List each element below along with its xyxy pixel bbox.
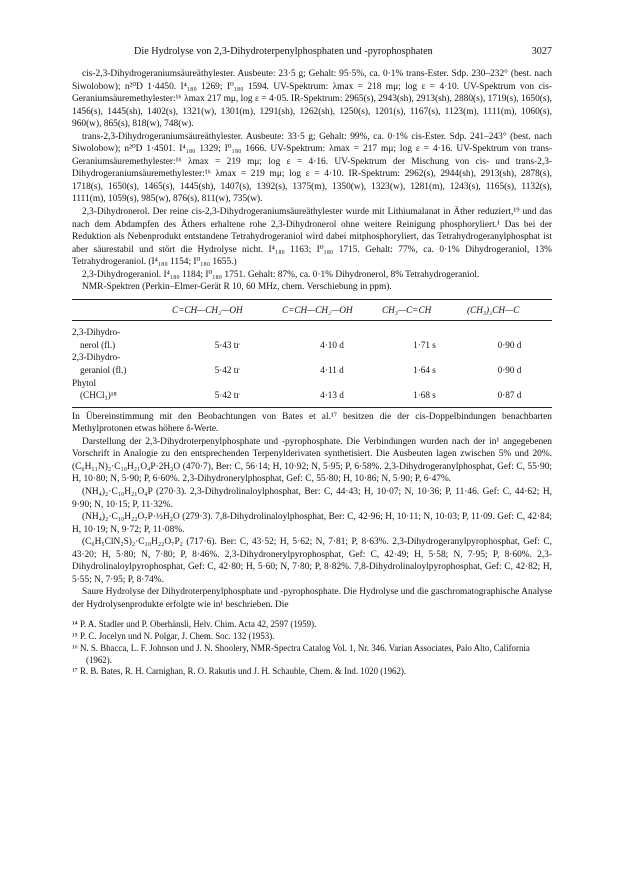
row-label xyxy=(72,321,172,352)
nmr-header-blank xyxy=(72,299,172,321)
cell-value: 1·71 s xyxy=(413,339,436,350)
table-cell xyxy=(382,377,467,408)
footnote-16: ¹⁶ N. S. Bhacca, L. F. Johnson und J. N. Shoolery, NMR-Spectra Catalog Vol. 1, Nr. 346. Varian Associates, Palo Alto, California (1962). xyxy=(72,642,530,665)
cell-value: 5·42 tr xyxy=(214,365,240,376)
row-label-line1: 2,3-Dihydro- xyxy=(72,352,121,363)
running-title: Die Hydrolyse von 2,3-Dihydroterpenylphosphaten und -pyrophosphaten xyxy=(134,46,433,57)
row-label xyxy=(72,377,172,408)
table-cell xyxy=(382,321,467,352)
nmr-table-header xyxy=(72,299,552,321)
row-label xyxy=(72,351,172,376)
paragraph-analysis-78-linaloyl: (NH₄)₂·C₁₀H₂₂O₇P·½H₂O (279·3). 7,8-Dihydrolinaloylphosphat, Ber: C, 42·96; H, 10·11; N, 10·03; P, 11·09. Gef: C, 42·84; H, 10·19; N, 9·72; P, 11·08%. xyxy=(72,512,552,535)
table-cell xyxy=(172,351,282,376)
paragraph-cis-ester: cis-2,3-Dihydrogeraniumsäureäthylester. Ausbeute: 23·5 g; Gehalt: 95·5%, ca. 0·1% trans-Ester. Sdp. 230–232° (best. nach Siwolobow); n²⁰D 1·4450. I⁴₁₈₀ 1269; I⁰₁₈₀ 1594. UV-Spektrum: λmax = 218 mμ; log ε = 4·10. UV-Spektrum von cis-Geraniumsäuremethylester:¹⁶ λmax 217 mμ, log ε = 4·05. IR-Spektrum: 2965(s), 2943(sh), 2913(sh), 2880(s), 1719(s), 1650(s), 1456(s), 1445(sh), 1402(s), 1321(w), 1301(m), 1291(sh), 1262(sh), 1250(s), 1201(s), 1167(s), 1123(m), 1111(m), 1060(s), 960(w), 865(s), 818(w), 748(w). xyxy=(72,69,552,130)
row-label-line1: 2,3-Dihydro- xyxy=(72,327,121,338)
footnote-17: ¹⁷ R. B. Bates, R. H. Carnighan, R. O. Rakutis und J. H. Schauble, Chem. & Ind. 1020 (1962). xyxy=(72,666,407,677)
table-cell xyxy=(282,351,382,376)
table-cell xyxy=(467,321,552,352)
paragraph-analysis-pyrophosphates: (C₆H₅ClN₂S)₂·C₁₀H₂₂O₇P₂ (717·6). Ber: C, 43·52; H, 5·62; N, 7·81; P, 8·63%. 2,3-Dihydrogeranylpyrophosphat, Gef: C, 43·20; H, 5·80; N, 7·80; P, 8·46%. 2,3-Dihydronerylpyrophosphat, Gef: C, 42·49; H, 5·58; N, 7·95; P, 8·60%. 2,3-Dihydrolinaloylpyrophosphat, Gef: C, 42·80; H, 5·60; N, 7·80; P, 8·82%. 7,8-Dihydrolinaloylpyrophosphat, Gef: C, 42·82; H, 5·55; N, 7·95; P, 8·74%. xyxy=(72,537,552,585)
article-body xyxy=(72,68,552,678)
paragraph-trans-ester: trans-2,3-Dihydrogeraniumsäureäthylester. Ausbeute: 33·5 g; Gehalt: 99%, ca. 0·1% cis-Ester. Sdp. 241–243° (best. nach Siwolobow); n²⁰D 1·4501. I⁴₁₈₀ 1329; I⁰₁₈₀ 1666. UV-Spektrum: λmax = 217 mμ; log ε = 4·16. UV-Spektrum von trans-Geraniumsäuremethylester:¹⁶ λmax = 219 mμ; log ε = 4·16. UV-Spektrum der Mischung von cis- und trans-2,3-Dihydrogeraniumsäuremethylester:¹⁶ λmax = 219 mμ; log ε = 4·10. IR-Spektrum: 2962(s), 2944(sh), 2913(sh), 2878(s), 1718(s), 1650(s), 1465(s), 1445(sh), 1407(s), 1392(s), 1375(m), 1350(w), 1323(w), 1281(m), 1243(s), 1165(s), 1132(s), 1111(m), 1059(s), 985(w), 876(s), 811(w), 735(w). xyxy=(72,131,552,205)
table-row xyxy=(72,351,552,376)
cell-value: 1·68 s xyxy=(413,390,436,401)
cell-value: 0·87 d xyxy=(497,390,522,401)
cell-value: 4·13 d xyxy=(320,390,344,401)
nmr-header-col1: C=CH—CH₂—OH xyxy=(172,299,282,321)
paragraph-preparation: Darstellung der 2,3-Dihydroterpenylphosphate und -pyrophosphate. Die Verbindungen wurden nach der in¹ angegebenen Vorschrift in Analogie zu den entsprechenden Terpenylderivaten synthetisiert. Die Ausbeuten lagen zwischen 5% und 20%. (C₆H₁₁N)₂·C₁₀H₂₁O₄P·2H₂O (470·7), Ber: C, 56·14; H, 10·92; N, 5·95; P, 6·58%. 2,3-Dihydrogeranylphosphat, Gef: C, 55·90; H, 10·80; N, 5·90; P, 6·60%. 2,3-Dihydronerylphosphat, Gef: C, 55·80; H, 10·86; N, 5·90; P, 6·47%. xyxy=(72,436,552,485)
paragraph-dihydrogeraniol: 2,3-Dihydrogeraniol. I⁴₁₈₀ 1184; I⁰₁₈₀ 1751. Gehalt: 87%, ca. 0·1% Dihydronerol, 8% Tetrahydrogeraniol. xyxy=(82,269,480,280)
row-label-line2: geraniol (fl.) xyxy=(80,365,127,376)
table-cell xyxy=(467,351,552,376)
cell-value: 0·90 d xyxy=(497,365,522,376)
table-cell xyxy=(172,321,282,352)
paragraph-acid-hydrolysis: Saure Hydrolyse der Dihydroterpenylphosphate und -pyrophosphate. Die Hydrolyse und die gaschromatographische Analyse der Hydrolysenprodukte erfolgte wie in¹ beschrieben. Die xyxy=(72,587,552,610)
paragraph-bates-note: In Übereinstimmung mit den Beobachtungen von Bates et al.¹⁷ besitzen die der cis-Doppelbindungen benachbarten Methylprotonen etwas höhere δ-Werte. xyxy=(72,411,552,435)
nmr-header-col2: C=CH—CH₂—OH xyxy=(282,299,382,321)
cell-value: 0·90 d xyxy=(497,339,522,350)
page-number: 3027 xyxy=(531,46,552,57)
row-label-line1: Phytol xyxy=(72,377,96,388)
cell-value: 1·64 s xyxy=(413,365,436,376)
table-row xyxy=(72,321,552,352)
cell-value: 5·43 tr xyxy=(214,339,240,350)
cell-value: 4·10 d xyxy=(320,339,344,350)
row-label-line2: (CHCl₃)¹⁸ xyxy=(80,390,117,401)
footnotes xyxy=(72,619,552,678)
nmr-table xyxy=(72,299,552,408)
footnote-15: ¹⁵ P. C. Jocelyn und N. Polgar, J. Chem. Soc. 132 (1953). xyxy=(72,631,275,642)
paragraph-analysis-linaloyl: (NH₄)₂·C₁₀H₂₁O₄P (270·3). 2,3-Dihydrolinaloylphosphat, Ber: C, 44·43; H, 10·07; N, 10·36; P, 11·46. Gef: C, 44·62; H, 9·90; N, 10·15; P, 11·32%. xyxy=(72,486,552,510)
table-cell xyxy=(172,377,282,408)
row-label-line2: nerol (fl.) xyxy=(80,339,116,350)
paragraph-nmr-intro: NMR-Spektren (Perkin–Elmer-Gerät R 10, 60 MHz, chem. Verschiebung in ppm). xyxy=(82,282,392,293)
page-header xyxy=(72,46,552,60)
table-cell xyxy=(467,377,552,408)
paragraph-dihydronerol: 2,3-Dihydronerol. Der reine cis-2,3-Dihydrogeraniumsäureäthylester wurde mit Lithiumalanat in Äther reduziert,¹⁹ und das nach dem Abdampfen des Äthers erhaltene rohe 2,3-Dihydronerol ohne weitere Reinigung phosphoryliert.¹ Das bei der Reduktion als Nebenprodukt entstandene Tetrahydrogeraniol wird dabei mitphosphoryliert, das Tetrahydrogeranylphosphat ist aber säurestabil und stört die Hydrolyse nicht. I⁴₁₈₀ 1163; I⁰₁₈₀ 1715. Gehalt: 77%, ca. 0·1% Dihydrogeraniol, 13% Tetrahydrogeraniol. (I⁴₁₈₀ 1154; I⁰₁₈₀ 1655.) xyxy=(72,207,552,268)
cell-value: 5·42 tr xyxy=(214,390,240,401)
table-cell xyxy=(282,377,382,408)
table-row xyxy=(72,377,552,408)
cell-value: 4·11 d xyxy=(320,365,344,376)
footnote-14: ¹⁴ P. A. Stadler und P. Oberhänsli, Helv. Chim. Acta 42, 2597 (1959). xyxy=(72,619,317,630)
table-cell xyxy=(282,321,382,352)
table-cell xyxy=(382,351,467,376)
nmr-header-col3: CH₃—C=CH xyxy=(382,299,467,321)
nmr-header-col4: (CH₃)₂CH—C xyxy=(467,299,552,321)
